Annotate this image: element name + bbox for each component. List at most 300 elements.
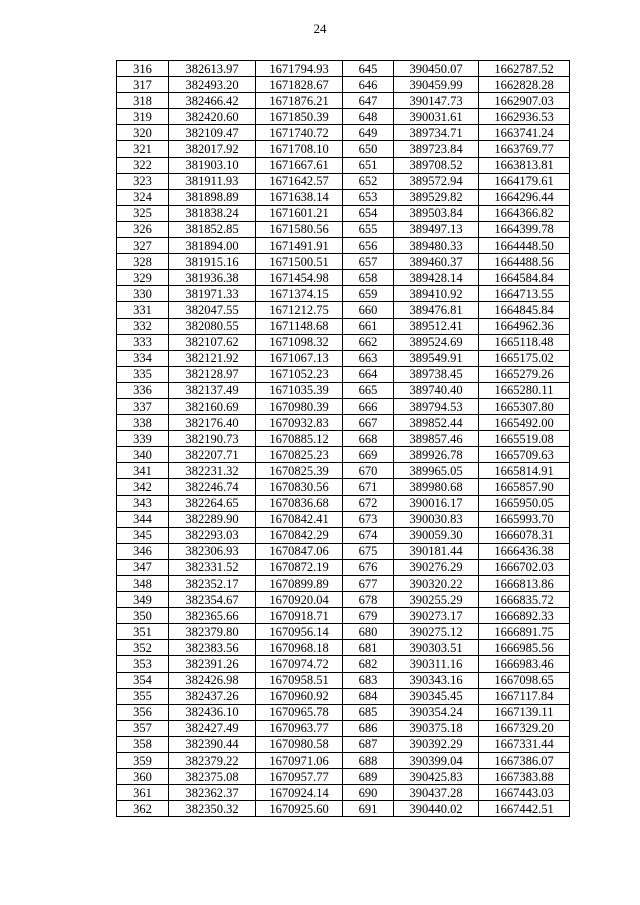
point-number-cell: 322: [117, 157, 169, 173]
y-coordinate-cell: 1670830.56: [256, 479, 343, 495]
y-coordinate-cell: 1667443.03: [479, 785, 570, 801]
x-coordinate-cell: 390440.02: [394, 801, 479, 817]
point-number-cell: 689: [343, 769, 394, 785]
x-coordinate-cell: 390425.83: [394, 769, 479, 785]
x-coordinate-cell: 389497.13: [394, 221, 479, 237]
point-number-cell: 673: [343, 511, 394, 527]
coordinates-table: [116, 60, 570, 817]
x-coordinate-cell: 389734.71: [394, 125, 479, 141]
point-number-cell: 653: [343, 189, 394, 205]
point-number-cell: 334: [117, 350, 169, 366]
table-row: [117, 205, 570, 221]
point-number-cell: 671: [343, 479, 394, 495]
y-coordinate-cell: 1664448.50: [479, 238, 570, 254]
y-coordinate-cell: 1664713.55: [479, 286, 570, 302]
x-coordinate-cell: 382207.71: [169, 447, 256, 463]
y-coordinate-cell: 1670836.68: [256, 495, 343, 511]
y-coordinate-cell: 1670980.39: [256, 398, 343, 414]
x-coordinate-cell: 390345.45: [394, 688, 479, 704]
y-coordinate-cell: 1670980.58: [256, 736, 343, 752]
x-coordinate-cell: 389476.81: [394, 302, 479, 318]
x-coordinate-cell: 390320.22: [394, 576, 479, 592]
y-coordinate-cell: 1664179.61: [479, 173, 570, 189]
x-coordinate-cell: 390437.28: [394, 785, 479, 801]
y-coordinate-cell: 1670968.18: [256, 640, 343, 656]
table-row: [117, 125, 570, 141]
point-number-cell: 338: [117, 415, 169, 431]
y-coordinate-cell: 1666835.72: [479, 592, 570, 608]
x-coordinate-cell: 390030.83: [394, 511, 479, 527]
y-coordinate-cell: 1664296.44: [479, 189, 570, 205]
y-coordinate-cell: 1671491.91: [256, 238, 343, 254]
x-coordinate-cell: 381898.89: [169, 189, 256, 205]
point-number-cell: 656: [343, 238, 394, 254]
y-coordinate-cell: 1666985.56: [479, 640, 570, 656]
point-number-cell: 362: [117, 801, 169, 817]
point-number-cell: 325: [117, 205, 169, 221]
y-coordinate-cell: 1665280.11: [479, 382, 570, 398]
point-number-cell: 682: [343, 656, 394, 672]
point-number-cell: 661: [343, 318, 394, 334]
table-row: [117, 608, 570, 624]
table-row: [117, 527, 570, 543]
table-row: [117, 640, 570, 656]
x-coordinate-cell: 390343.16: [394, 672, 479, 688]
x-coordinate-cell: 389572.94: [394, 173, 479, 189]
point-number-cell: 358: [117, 736, 169, 752]
x-coordinate-cell: 389738.45: [394, 366, 479, 382]
table-row: [117, 656, 570, 672]
point-number-cell: 681: [343, 640, 394, 656]
x-coordinate-cell: 382107.62: [169, 334, 256, 350]
x-coordinate-cell: 382390.44: [169, 736, 256, 752]
point-number-cell: 360: [117, 769, 169, 785]
x-coordinate-cell: 390276.29: [394, 559, 479, 575]
point-number-cell: 347: [117, 559, 169, 575]
point-number-cell: 332: [117, 318, 169, 334]
x-coordinate-cell: 382190.73: [169, 431, 256, 447]
coordinates-table-body: [117, 61, 570, 817]
point-number-cell: 646: [343, 77, 394, 93]
y-coordinate-cell: 1665814.91: [479, 463, 570, 479]
y-coordinate-cell: 1663741.24: [479, 125, 570, 141]
point-number-cell: 353: [117, 656, 169, 672]
y-coordinate-cell: 1666892.33: [479, 608, 570, 624]
y-coordinate-cell: 1664366.82: [479, 205, 570, 221]
y-coordinate-cell: 1671876.21: [256, 93, 343, 109]
point-number-cell: 324: [117, 189, 169, 205]
x-coordinate-cell: 381971.33: [169, 286, 256, 302]
y-coordinate-cell: 1671500.51: [256, 254, 343, 270]
x-coordinate-cell: 382017.92: [169, 141, 256, 157]
x-coordinate-cell: 382128.97: [169, 366, 256, 382]
point-number-cell: 650: [343, 141, 394, 157]
y-coordinate-cell: 1665519.08: [479, 431, 570, 447]
y-coordinate-cell: 1662907.03: [479, 93, 570, 109]
x-coordinate-cell: 389549.91: [394, 350, 479, 366]
table-row: [117, 576, 570, 592]
point-number-cell: 652: [343, 173, 394, 189]
x-coordinate-cell: 382437.26: [169, 688, 256, 704]
table-row: [117, 431, 570, 447]
x-coordinate-cell: 382350.32: [169, 801, 256, 817]
point-number-cell: 330: [117, 286, 169, 302]
x-coordinate-cell: 382331.52: [169, 559, 256, 575]
y-coordinate-cell: 1667117.84: [479, 688, 570, 704]
point-number-cell: 336: [117, 382, 169, 398]
point-number-cell: 351: [117, 624, 169, 640]
point-number-cell: 674: [343, 527, 394, 543]
y-coordinate-cell: 1671098.32: [256, 334, 343, 350]
table-row: [117, 221, 570, 237]
y-coordinate-cell: 1667442.51: [479, 801, 570, 817]
y-coordinate-cell: 1670842.41: [256, 511, 343, 527]
x-coordinate-cell: 389524.69: [394, 334, 479, 350]
table-row: [117, 447, 570, 463]
x-coordinate-cell: 390354.24: [394, 704, 479, 720]
point-number-cell: 320: [117, 125, 169, 141]
table-row: [117, 189, 570, 205]
y-coordinate-cell: 1670899.89: [256, 576, 343, 592]
table-row: [117, 785, 570, 801]
y-coordinate-cell: 1671642.57: [256, 173, 343, 189]
table-row: [117, 173, 570, 189]
y-coordinate-cell: 1662936.53: [479, 109, 570, 125]
y-coordinate-cell: 1670971.06: [256, 753, 343, 769]
x-coordinate-cell: 382231.32: [169, 463, 256, 479]
x-coordinate-cell: 382352.17: [169, 576, 256, 592]
point-number-cell: 663: [343, 350, 394, 366]
x-coordinate-cell: 382375.08: [169, 769, 256, 785]
point-number-cell: 341: [117, 463, 169, 479]
x-coordinate-cell: 389857.46: [394, 431, 479, 447]
point-number-cell: 664: [343, 366, 394, 382]
y-coordinate-cell: 1671067.13: [256, 350, 343, 366]
x-coordinate-cell: 381936.38: [169, 270, 256, 286]
point-number-cell: 677: [343, 576, 394, 592]
y-coordinate-cell: 1663813.81: [479, 157, 570, 173]
x-coordinate-cell: 390459.99: [394, 77, 479, 93]
x-coordinate-cell: 389480.33: [394, 238, 479, 254]
point-number-cell: 670: [343, 463, 394, 479]
table-row: [117, 736, 570, 752]
x-coordinate-cell: 390016.17: [394, 495, 479, 511]
point-number-cell: 344: [117, 511, 169, 527]
x-coordinate-cell: 382354.67: [169, 592, 256, 608]
x-coordinate-cell: 390147.73: [394, 93, 479, 109]
table-row: [117, 543, 570, 559]
point-number-cell: 352: [117, 640, 169, 656]
y-coordinate-cell: 1662787.52: [479, 61, 570, 77]
y-coordinate-cell: 1671638.14: [256, 189, 343, 205]
x-coordinate-cell: 381852.85: [169, 221, 256, 237]
point-number-cell: 356: [117, 704, 169, 720]
point-number-cell: 645: [343, 61, 394, 77]
y-coordinate-cell: 1666702.03: [479, 559, 570, 575]
point-number-cell: 654: [343, 205, 394, 221]
x-coordinate-cell: 389980.68: [394, 479, 479, 495]
y-coordinate-cell: 1667386.07: [479, 753, 570, 769]
y-coordinate-cell: 1670920.04: [256, 592, 343, 608]
point-number-cell: 355: [117, 688, 169, 704]
x-coordinate-cell: 389503.84: [394, 205, 479, 221]
point-number-cell: 668: [343, 431, 394, 447]
point-number-cell: 339: [117, 431, 169, 447]
x-coordinate-cell: 382436.10: [169, 704, 256, 720]
x-coordinate-cell: 382080.55: [169, 318, 256, 334]
point-number-cell: 676: [343, 559, 394, 575]
y-coordinate-cell: 1664584.84: [479, 270, 570, 286]
table-row: [117, 109, 570, 125]
table-row: [117, 366, 570, 382]
point-number-cell: 680: [343, 624, 394, 640]
table-row: [117, 157, 570, 173]
y-coordinate-cell: 1665118.48: [479, 334, 570, 350]
point-number-cell: 349: [117, 592, 169, 608]
y-coordinate-cell: 1665307.80: [479, 398, 570, 414]
table-row: [117, 415, 570, 431]
x-coordinate-cell: 382420.60: [169, 109, 256, 125]
x-coordinate-cell: 381838.24: [169, 205, 256, 221]
y-coordinate-cell: 1666983.46: [479, 656, 570, 672]
point-number-cell: 346: [117, 543, 169, 559]
table-row: [117, 801, 570, 817]
y-coordinate-cell: 1670918.71: [256, 608, 343, 624]
point-number-cell: 342: [117, 479, 169, 495]
point-number-cell: 666: [343, 398, 394, 414]
x-coordinate-cell: 382426.98: [169, 672, 256, 688]
x-coordinate-cell: 389740.40: [394, 382, 479, 398]
y-coordinate-cell: 1670885.12: [256, 431, 343, 447]
point-number-cell: 690: [343, 785, 394, 801]
y-coordinate-cell: 1671850.39: [256, 109, 343, 125]
point-number-cell: 683: [343, 672, 394, 688]
x-coordinate-cell: 390181.44: [394, 543, 479, 559]
x-coordinate-cell: 390450.07: [394, 61, 479, 77]
table-row: [117, 302, 570, 318]
point-number-cell: 357: [117, 720, 169, 736]
x-coordinate-cell: 390375.18: [394, 720, 479, 736]
y-coordinate-cell: 1670957.77: [256, 769, 343, 785]
point-number-cell: 335: [117, 366, 169, 382]
table-row: [117, 720, 570, 736]
table-row: [117, 254, 570, 270]
y-coordinate-cell: 1670924.14: [256, 785, 343, 801]
x-coordinate-cell: 390059.30: [394, 527, 479, 543]
point-number-cell: 340: [117, 447, 169, 463]
point-number-cell: 326: [117, 221, 169, 237]
table-row: [117, 704, 570, 720]
y-coordinate-cell: 1665709.63: [479, 447, 570, 463]
point-number-cell: 333: [117, 334, 169, 350]
x-coordinate-cell: 389708.52: [394, 157, 479, 173]
point-number-cell: 655: [343, 221, 394, 237]
y-coordinate-cell: 1671794.93: [256, 61, 343, 77]
x-coordinate-cell: 389852.44: [394, 415, 479, 431]
point-number-cell: 350: [117, 608, 169, 624]
point-number-cell: 321: [117, 141, 169, 157]
y-coordinate-cell: 1665993.70: [479, 511, 570, 527]
table-row: [117, 672, 570, 688]
point-number-cell: 657: [343, 254, 394, 270]
point-number-cell: 359: [117, 753, 169, 769]
table-row: [117, 77, 570, 93]
y-coordinate-cell: 1664845.84: [479, 302, 570, 318]
y-coordinate-cell: 1664399.78: [479, 221, 570, 237]
table-row: [117, 479, 570, 495]
y-coordinate-cell: 1663769.77: [479, 141, 570, 157]
x-coordinate-cell: 382121.92: [169, 350, 256, 366]
table-row: [117, 270, 570, 286]
x-coordinate-cell: 382427.49: [169, 720, 256, 736]
table-row: [117, 769, 570, 785]
y-coordinate-cell: 1664488.56: [479, 254, 570, 270]
y-coordinate-cell: 1667329.20: [479, 720, 570, 736]
point-number-cell: 323: [117, 173, 169, 189]
x-coordinate-cell: 381911.93: [169, 173, 256, 189]
y-coordinate-cell: 1667139.11: [479, 704, 570, 720]
point-number-cell: 667: [343, 415, 394, 431]
y-coordinate-cell: 1670847.06: [256, 543, 343, 559]
x-coordinate-cell: 381903.10: [169, 157, 256, 173]
x-coordinate-cell: 382047.55: [169, 302, 256, 318]
x-coordinate-cell: 382289.90: [169, 511, 256, 527]
x-coordinate-cell: 389410.92: [394, 286, 479, 302]
point-number-cell: 662: [343, 334, 394, 350]
x-coordinate-cell: 382493.20: [169, 77, 256, 93]
y-coordinate-cell: 1666891.75: [479, 624, 570, 640]
table-row: [117, 463, 570, 479]
y-coordinate-cell: 1670956.14: [256, 624, 343, 640]
y-coordinate-cell: 1666813.86: [479, 576, 570, 592]
table-row: [117, 61, 570, 77]
x-coordinate-cell: 382137.49: [169, 382, 256, 398]
x-coordinate-cell: 382466.42: [169, 93, 256, 109]
point-number-cell: 649: [343, 125, 394, 141]
table-row: [117, 238, 570, 254]
y-coordinate-cell: 1665279.26: [479, 366, 570, 382]
point-number-cell: 316: [117, 61, 169, 77]
table-row: [117, 495, 570, 511]
y-coordinate-cell: 1670925.60: [256, 801, 343, 817]
y-coordinate-cell: 1671212.75: [256, 302, 343, 318]
x-coordinate-cell: 389460.37: [394, 254, 479, 270]
y-coordinate-cell: 1662828.28: [479, 77, 570, 93]
table-row: [117, 688, 570, 704]
y-coordinate-cell: 1670825.39: [256, 463, 343, 479]
x-coordinate-cell: 390399.04: [394, 753, 479, 769]
y-coordinate-cell: 1667331.44: [479, 736, 570, 752]
table-row: [117, 318, 570, 334]
x-coordinate-cell: 389428.14: [394, 270, 479, 286]
y-coordinate-cell: 1665857.90: [479, 479, 570, 495]
x-coordinate-cell: 390303.51: [394, 640, 479, 656]
x-coordinate-cell: 390273.17: [394, 608, 479, 624]
x-coordinate-cell: 382379.22: [169, 753, 256, 769]
y-coordinate-cell: 1671828.67: [256, 77, 343, 93]
y-coordinate-cell: 1670963.77: [256, 720, 343, 736]
point-number-cell: 348: [117, 576, 169, 592]
point-number-cell: 658: [343, 270, 394, 286]
x-coordinate-cell: 389794.53: [394, 398, 479, 414]
point-number-cell: 684: [343, 688, 394, 704]
point-number-cell: 665: [343, 382, 394, 398]
point-number-cell: 354: [117, 672, 169, 688]
y-coordinate-cell: 1667098.65: [479, 672, 570, 688]
point-number-cell: 669: [343, 447, 394, 463]
point-number-cell: 319: [117, 109, 169, 125]
y-coordinate-cell: 1671740.72: [256, 125, 343, 141]
y-coordinate-cell: 1671667.61: [256, 157, 343, 173]
x-coordinate-cell: 390311.16: [394, 656, 479, 672]
point-number-cell: 345: [117, 527, 169, 543]
point-number-cell: 343: [117, 495, 169, 511]
point-number-cell: 688: [343, 753, 394, 769]
point-number-cell: 648: [343, 109, 394, 125]
y-coordinate-cell: 1670872.19: [256, 559, 343, 575]
x-coordinate-cell: 382383.56: [169, 640, 256, 656]
point-number-cell: 337: [117, 398, 169, 414]
y-coordinate-cell: 1666436.38: [479, 543, 570, 559]
y-coordinate-cell: 1671708.10: [256, 141, 343, 157]
y-coordinate-cell: 1671580.56: [256, 221, 343, 237]
x-coordinate-cell: 389529.82: [394, 189, 479, 205]
point-number-cell: 329: [117, 270, 169, 286]
y-coordinate-cell: 1665175.02: [479, 350, 570, 366]
point-number-cell: 318: [117, 93, 169, 109]
x-coordinate-cell: 390392.29: [394, 736, 479, 752]
table-row: [117, 93, 570, 109]
y-coordinate-cell: 1670974.72: [256, 656, 343, 672]
y-coordinate-cell: 1670825.23: [256, 447, 343, 463]
table-row: [117, 511, 570, 527]
x-coordinate-cell: 390275.12: [394, 624, 479, 640]
point-number-cell: 361: [117, 785, 169, 801]
y-coordinate-cell: 1665950.05: [479, 495, 570, 511]
point-number-cell: 691: [343, 801, 394, 817]
point-number-cell: 328: [117, 254, 169, 270]
y-coordinate-cell: 1670842.29: [256, 527, 343, 543]
point-number-cell: 317: [117, 77, 169, 93]
x-coordinate-cell: 382264.65: [169, 495, 256, 511]
table-row: [117, 141, 570, 157]
y-coordinate-cell: 1667383.88: [479, 769, 570, 785]
point-number-cell: 327: [117, 238, 169, 254]
table-row: [117, 334, 570, 350]
x-coordinate-cell: 382160.69: [169, 398, 256, 414]
y-coordinate-cell: 1664962.36: [479, 318, 570, 334]
x-coordinate-cell: 382613.97: [169, 61, 256, 77]
x-coordinate-cell: 382379.80: [169, 624, 256, 640]
y-coordinate-cell: 1670932.83: [256, 415, 343, 431]
point-number-cell: 679: [343, 608, 394, 624]
x-coordinate-cell: 389926.78: [394, 447, 479, 463]
y-coordinate-cell: 1665492.00: [479, 415, 570, 431]
y-coordinate-cell: 1670965.78: [256, 704, 343, 720]
table-row: [117, 350, 570, 366]
x-coordinate-cell: 382306.93: [169, 543, 256, 559]
point-number-cell: 659: [343, 286, 394, 302]
y-coordinate-cell: 1670960.92: [256, 688, 343, 704]
x-coordinate-cell: 381894.00: [169, 238, 256, 254]
y-coordinate-cell: 1671035.39: [256, 382, 343, 398]
table-row: [117, 753, 570, 769]
x-coordinate-cell: 381915.16: [169, 254, 256, 270]
point-number-cell: 685: [343, 704, 394, 720]
x-coordinate-cell: 382293.03: [169, 527, 256, 543]
table-row: [117, 286, 570, 302]
table-row: [117, 559, 570, 575]
